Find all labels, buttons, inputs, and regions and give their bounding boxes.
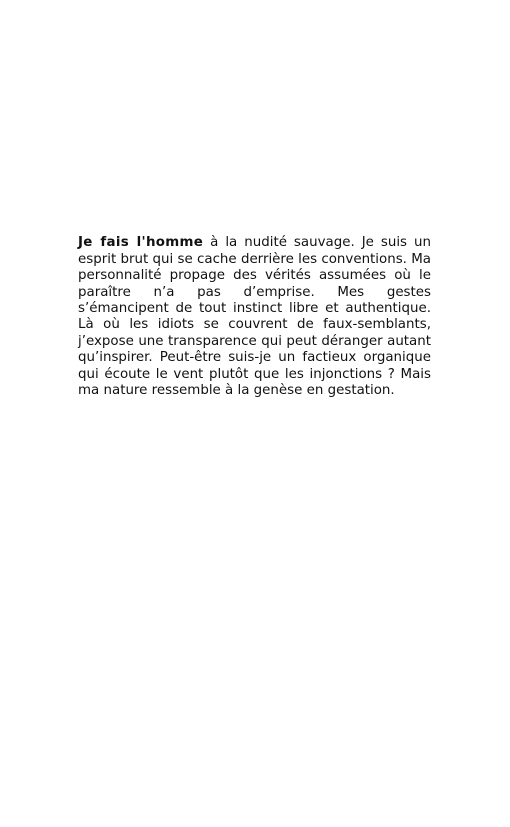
lead-phrase: Je fais l'homme	[78, 235, 204, 251]
paragraph-body: à la nudité sauvage. Je suis un esprit brut qui se cache derrière les conventions. Ma personnalité propage des vérités assumées où le paraître n’a pas d’emprise. Mes gestes s’émancipent de tout instinct libre et authentique. Là où les idiots se couvrent de faux-semblants, j’expose une transparence qui peut déranger autant qu’inspirer. Peut-être suis-je un factieux organique qui écoute le vent plutôt que les injonctions ? Mais ma nature ressemble à la genèse en gestation.	[78, 235, 431, 399]
paragraph	[78, 235, 431, 399]
